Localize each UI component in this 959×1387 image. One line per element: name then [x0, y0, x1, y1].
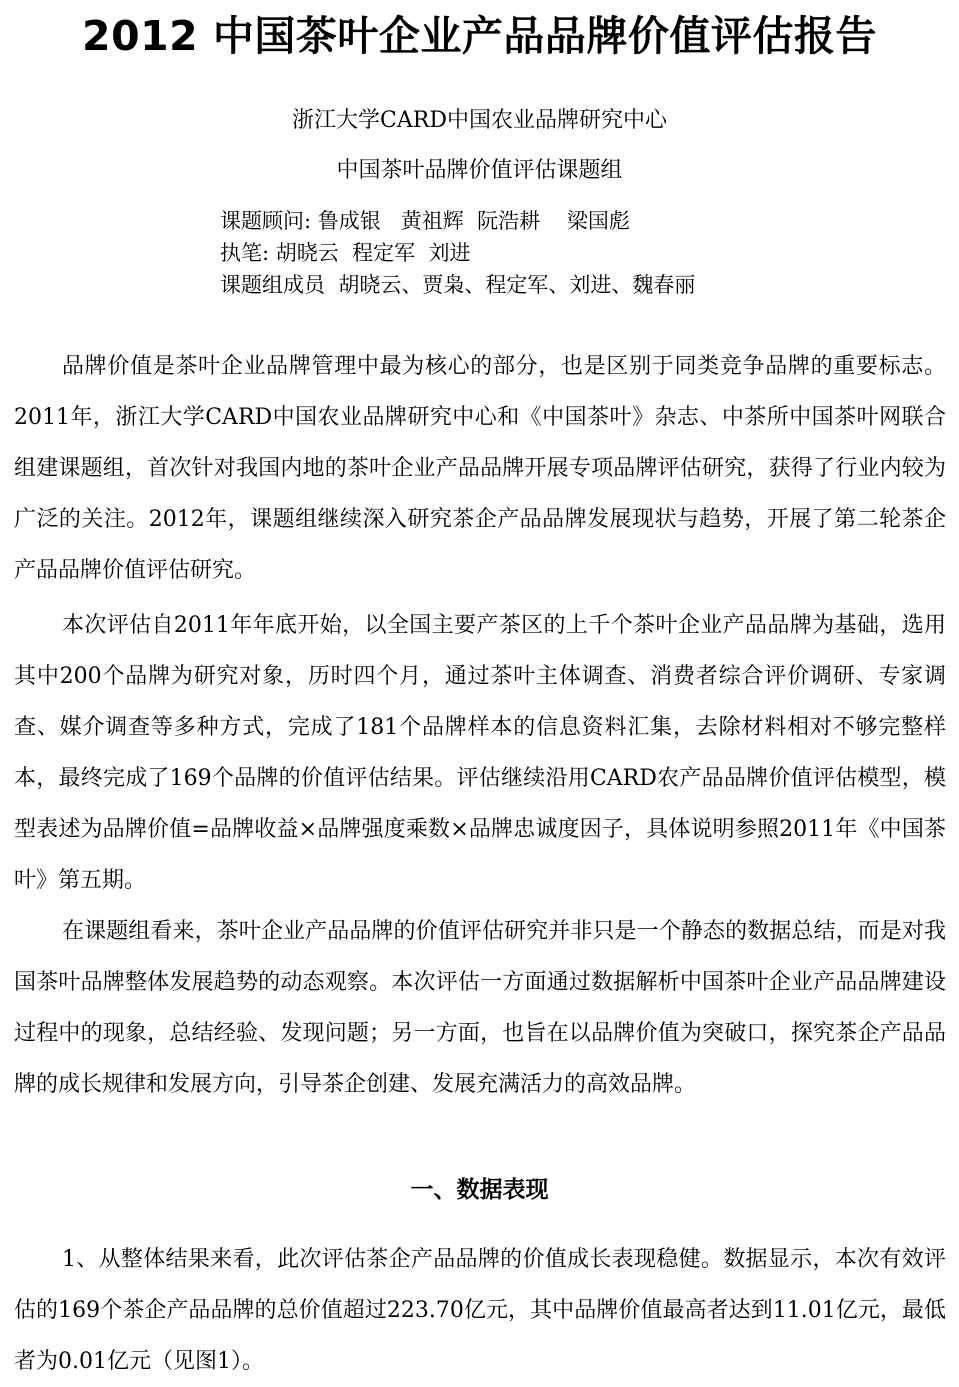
group-line: 中国茶叶品牌价值评估课题组: [336, 158, 623, 183]
organization-line: 浙江大学CARD中国农业品牌研究中心: [292, 108, 667, 133]
credits-writers: 执笔: 胡晓云 程定军 刘进: [220, 241, 471, 265]
paragraph-purpose: 在课题组看来，茶叶企业产品品牌的价值评估研究并非只是一个静态的数据总结，而是对我国茶叶品牌整体发展趋势的动态观察。本次评估一方面通过数据解析中国茶叶企业产品品牌建设过程中的现象，总结经验、发现问题；另一方面，也旨在以品牌价值为突破口，探究茶企产品品牌的成长规律和发展方向，引导茶企创建、发展充满活力的高效品牌。: [14, 919, 946, 1097]
document-title: 2012 中国茶叶企业产品品牌价值评估报告: [82, 12, 877, 60]
section-heading: 一、数据表现: [410, 1177, 549, 1203]
paragraph-data-results: 1、从整体结果来看，此次评估茶企产品品牌的价值成长表现稳健。数据显示，本次有效评估的169个茶企产品品牌的总价值超过223.70亿元，其中品牌价值最高者达到11.01亿元，最低者为0.01亿元（见图1）。: [14, 1247, 946, 1374]
paragraph-method: 本次评估自2011年年底开始，以全国主要产茶区的上千个茶叶企业产品品牌为基础，选用其中200个品牌为研究对象，历时四个月，通过茶叶主体调查、消费者综合评价调研、专家调查、媒介调查等多种方式，完成了181个品牌样本的信息资料汇集，去除材料相对不够完整样本，最终完成了169个品牌的价值评估结果。评估继续沿用CARD农产品品牌价值评估模型，模型表述为品牌价值=品牌收益×品牌强度乘数×品牌忠诚度因子，具体说明参照2011年《中国茶叶》第五期。: [14, 613, 946, 893]
credits-advisors: 课题顾问: 鲁成银 黄祖辉 阮浩耕 梁国彪: [220, 209, 630, 233]
credits-members: 课题组成员 胡晓云、贾枭、程定军、刘进、魏春丽: [220, 273, 696, 297]
paragraph-intro: 品牌价值是茶叶企业品牌管理中最为核心的部分，也是区别于同类竞争品牌的重要标志。2011年，浙江大学CARD中国农业品牌研究中心和《中国茶叶》杂志、中茶所中国茶叶网联合组建课题组，首次针对我国内地的茶叶企业产品品牌开展专项品牌评估研究，获得了行业内较为广泛的关注。2012年，课题组继续深入研究茶企产品品牌发展现状与趋势，开展了第二轮茶企产品品牌价值评估研究。: [14, 354, 946, 583]
